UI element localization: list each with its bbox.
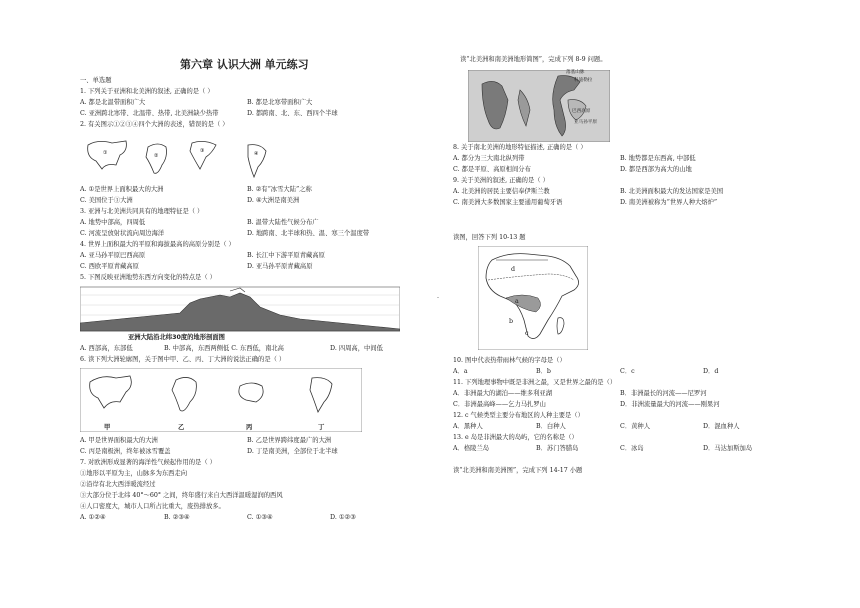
q7-stem: 7. 对欧洲形成显著的海洋性气候起作用的是（ ） (80, 459, 216, 466)
q11-stem: 11. 下列地理事物中既是非洲之最，又是世界之最的是（） (453, 379, 617, 386)
q6-label-bing: 丙 (246, 424, 253, 431)
q8-stem: 8. 关于南北美洲的地形特征描述, 正确的是（ ） (453, 144, 587, 151)
q12-option-d: D．混血种人 (703, 423, 740, 430)
q2-option-a: A. ①是世界上面积最大的大洲 (80, 186, 164, 193)
q11-option-a: A．非洲最大的湖泊——维多利亚湖 (453, 390, 553, 397)
q6-stem: 6. 读下列大洲轮廓图，关于图中甲、乙、丙、丁大洲的说法正确的是（ ） (80, 356, 286, 363)
q5-option-d: D. 四周高，中间低 (330, 345, 383, 352)
q1-stem: 1. 下列关于亚洲和北美洲的叙述, 正确的是（ ） (80, 88, 214, 95)
q11-option-b: B．非洲最长的河流——尼罗河 (620, 390, 707, 397)
q10-option-c: C．c (620, 368, 635, 375)
q1-option-a: A. 都是北温带面积广大 (80, 99, 146, 106)
svg-text:②: ② (154, 153, 159, 159)
q4-stem: 4. 世界上面积最大的平原和海拔最高的高原分别是（ ） (80, 241, 235, 248)
svg-text:①: ① (103, 150, 108, 156)
q12-option-b: B．白种人 (536, 423, 566, 430)
svg-text:③: ③ (200, 148, 205, 154)
map1-label-amazon: 亚马孙平原 (574, 120, 597, 125)
q12-stem: 12. c 气候类型主要分布地区的人种主要是（） (453, 412, 584, 419)
q2-stem: 2. 有关图示①②③④四个大洲的表述，错误的是（ ） (80, 121, 229, 128)
q9-option-d: D. 南美洲被称为“世界人种大熔炉” (620, 199, 718, 206)
q2-option-c: C. 美国位于③大洲 (80, 197, 133, 204)
q7-statement-3: ③大部分位于北纬 40°～60° 之间，终年盛行来自大西洋温暖湿润的西风 (80, 492, 283, 499)
q6-label-ding: 丁 (318, 424, 325, 431)
q7-option-d: D. ①②③ (330, 514, 356, 521)
q1-option-d: D. 都跨南、北、东、西四个半球 (247, 110, 338, 117)
intro-q8-9: 读“北美洲和南美洲地形简图”，完成下列 8-9 问题。 (460, 56, 607, 63)
q6-continent-figure (80, 368, 362, 432)
q3-option-a: A. 地势中部高，四周低 (80, 219, 146, 226)
q13-stem: 13. e 岛是非洲最大的岛屿，它的名称是（） (453, 434, 578, 441)
q2-continent-figure (80, 135, 280, 181)
map2-label-a: a (515, 298, 519, 305)
q10-option-a: A．a (453, 368, 468, 375)
map1-label-cordillera: 科迪勒拉 (574, 78, 593, 83)
q10-option-d: D．d (703, 368, 719, 375)
q12-option-a: A．黑种人 (453, 423, 483, 430)
q4-option-b: B. 长江中下游平原青藏高原 (247, 252, 325, 259)
q8-option-a: A. 都分为三大南北纵列带 (453, 155, 525, 162)
q2-option-b: B. ②有“冰雪大陆”之称 (247, 186, 312, 193)
q7-statement-1: ①地形以平原为主，山脉多为东西走向 (80, 470, 188, 477)
map1-label-rocky: 落基山脉 (566, 70, 585, 75)
svg-text:④: ④ (254, 151, 259, 157)
margin-mark: . (437, 293, 440, 300)
q8-option-c: C. 都是平原、高原相间分布 (453, 166, 531, 173)
q13-option-a: A．格陵兰岛 (453, 445, 490, 452)
q4-option-c: C. 西欧平原青藏高原 (80, 263, 139, 270)
africa-climate-map (478, 246, 588, 350)
q7-option-c: C. ①③④ (247, 514, 273, 521)
q4-option-d: D. 亚马孙平原青藏高原 (247, 263, 313, 270)
q13-option-b: B．苏门答腊岛 (536, 445, 579, 452)
q10-option-b: B．b (536, 368, 551, 375)
q9-option-a: A. 北美洲的居民主要信奉伊斯兰教 (453, 188, 550, 195)
q5-option-bc: B. 中部高，东西两侧低 C. 东西低，南北高 (164, 345, 284, 352)
intro-q14-17: 读“北美洲和南美洲图”，完成下列 14-17 小题 (453, 467, 583, 474)
q6-option-a: A. 甲是世界面积最大的大洲 (80, 437, 158, 444)
q7-statement-2: ②沿岸有北大西洋暖流经过 (80, 481, 156, 488)
q2-option-d: D. ④大洲是南美洲 (247, 197, 300, 204)
q6-option-d: D. 丁是南美洲，全部位于北半球 (247, 448, 338, 455)
q6-label-jia: 甲 (104, 424, 111, 431)
q8-option-b: B. 地势都是东西高, 中部低 (620, 155, 696, 162)
q3-option-b: B. 温带大陆性气候分布广 (247, 219, 319, 226)
q3-option-c: C. 河流呈放射状流向周边海洋 (80, 230, 165, 237)
q3-stem: 3. 亚洲与北美洲共同具有的地理特征是（ ） (80, 208, 204, 215)
map2-label-c: c (525, 330, 529, 337)
map1-label-brazil: 巴西高原 (572, 109, 591, 114)
map2-label-b: b (509, 318, 514, 325)
q6-option-b: B. 乙是世界跨纬度最广的大洲 (247, 437, 332, 444)
q12-option-c: C．黄种人 (620, 423, 651, 430)
q7-statement-4: ④人口密度大，城市人口所占比重大，废热排放多。 (80, 503, 225, 510)
section-heading: 一、单选题 (80, 77, 112, 84)
q8-option-d: D. 都是西部为高大的山地 (620, 166, 692, 173)
q9-option-c: C. 南美洲大多数国家主要通用葡萄牙语 (453, 199, 563, 206)
q3-option-d: D. 地跨南、北半球和热、温、寒三个温度带 (247, 230, 370, 237)
q4-option-a: A. 亚马孙平原巴西高原 (80, 252, 146, 259)
page-title: 第六章 认识大洲 单元练习 (180, 58, 309, 71)
q1-option-b: B. 都是北寒带面积广大 (247, 99, 313, 106)
q9-stem: 9. 关于美洲的叙述, 正确的是（ ） (453, 177, 549, 184)
map2-label-d: d (511, 266, 516, 273)
q7-option-a: A. ①②④ (80, 514, 106, 521)
q5-option-a: A. 西部高，东部低 (80, 345, 133, 352)
q11-option-c: C．非洲最高峰——乞力马扎罗山 (453, 401, 546, 408)
q9-option-b: B. 北美洲面积最大的发达国家是美国 (620, 188, 724, 195)
q6-option-c: C. 丙是南极洲，终年被冰雪覆盖 (80, 448, 171, 455)
intro-q10-13: 读图，回答下列 10-13 题 (453, 234, 526, 241)
q1-option-c: C. 亚洲跨北寒带、北温带、热带, 北美洲缺少热带 (80, 110, 219, 117)
q5-stem: 5. 下图反映亚洲地势东西方向变化的特点是（ ） (80, 274, 216, 281)
q11-option-d: D．非洲流量最大的河流——刚果河 (620, 401, 720, 408)
q7-option-b: B. ②③④ (164, 514, 190, 521)
q13-option-c: C．冰岛 (620, 445, 644, 452)
q13-option-d: D．马达加斯加岛 (703, 445, 753, 452)
profile-caption: 亚洲大陆沿北纬30度的地形剖面图 (128, 334, 225, 341)
q6-label-yi: 乙 (178, 424, 185, 431)
q10-stem: 10. 图中代表热带雨林气候的字母是（） (453, 357, 566, 364)
